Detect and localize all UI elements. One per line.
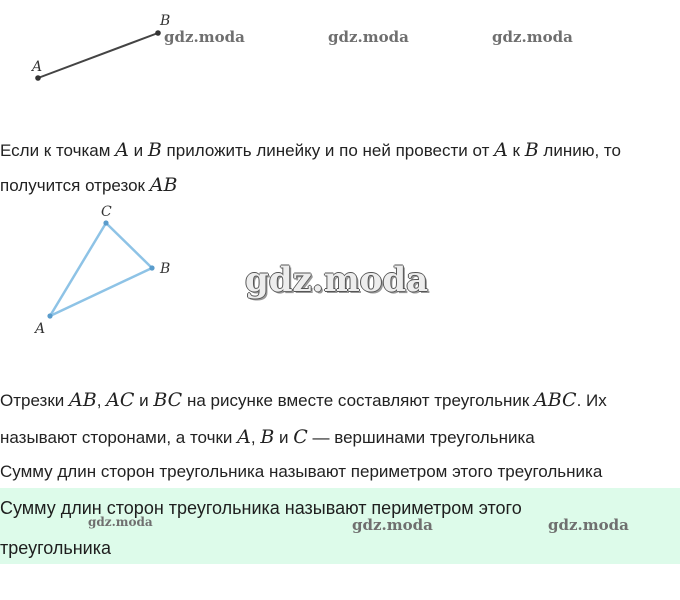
segment-figure xyxy=(0,0,180,92)
text: получится отрезок xyxy=(0,176,150,195)
callout-line2: треугольника xyxy=(0,538,112,558)
math-ac: AC xyxy=(106,389,135,411)
text: Если к точкам xyxy=(0,141,116,160)
segment-definition-line2 xyxy=(0,168,177,203)
perimeter-callout xyxy=(0,488,680,564)
triangle-figure xyxy=(0,200,190,340)
vertex-b-label: B xyxy=(160,261,171,277)
text: . Их xyxy=(576,391,607,410)
point-a-label: A xyxy=(32,59,43,75)
text: , xyxy=(250,428,261,447)
point-b-label: B xyxy=(160,13,171,29)
text: и xyxy=(134,391,154,410)
math-a: A xyxy=(115,139,129,161)
callout-line1: Сумму длин сторон треугольника называют периметром этого xyxy=(0,498,522,518)
watermark: gdz.moda xyxy=(492,28,573,46)
segment-ab xyxy=(38,33,158,78)
vertex-c-dot xyxy=(103,220,108,225)
text: к xyxy=(507,141,525,160)
perimeter-definition: Сумму длин сторон треугольника называют периметром этого треугольника xyxy=(0,462,603,481)
text: приложить линейку и по ней провести от xyxy=(161,141,495,160)
vertex-a-label: A xyxy=(35,321,46,337)
math-ab: AB xyxy=(149,174,178,196)
watermark: gdz.moda xyxy=(164,28,245,46)
text: — вершинами треугольника xyxy=(307,428,535,447)
watermark-large: gdz.moda xyxy=(245,260,429,300)
watermark: gdz.moda xyxy=(352,516,433,534)
watermark: gdz.moda xyxy=(328,28,409,46)
watermark: gdz.moda xyxy=(88,515,153,529)
math-b: B xyxy=(524,139,539,161)
math-b: B xyxy=(147,139,162,161)
math-c: C xyxy=(293,426,308,448)
text: и xyxy=(128,141,148,160)
text: , xyxy=(96,391,107,410)
segment-definition-line1 xyxy=(0,133,621,168)
text: называют сторонами, а точки xyxy=(0,428,238,447)
point-a-dot xyxy=(35,75,41,81)
text: Отрезки xyxy=(0,391,69,410)
math-bc: BC xyxy=(153,389,183,411)
math-b: B xyxy=(260,426,275,448)
text: линию, то xyxy=(538,141,621,160)
vertex-b-dot xyxy=(149,265,154,270)
triangle-definition-line1 xyxy=(0,383,607,418)
vertex-a-dot xyxy=(47,313,52,318)
text: на рисунке вместе составляют треугольник xyxy=(182,391,534,410)
vertex-c-label: C xyxy=(101,204,112,220)
math-abc: ABC xyxy=(534,389,577,411)
triangle-abc xyxy=(50,223,152,316)
math-ab: AB xyxy=(69,389,97,411)
triangle-definition-line2 xyxy=(0,420,535,455)
math-a: A xyxy=(237,426,251,448)
watermark: gdz.moda xyxy=(548,516,629,534)
point-b-dot xyxy=(155,30,161,36)
math-a: A xyxy=(494,139,508,161)
text: и xyxy=(274,428,294,447)
